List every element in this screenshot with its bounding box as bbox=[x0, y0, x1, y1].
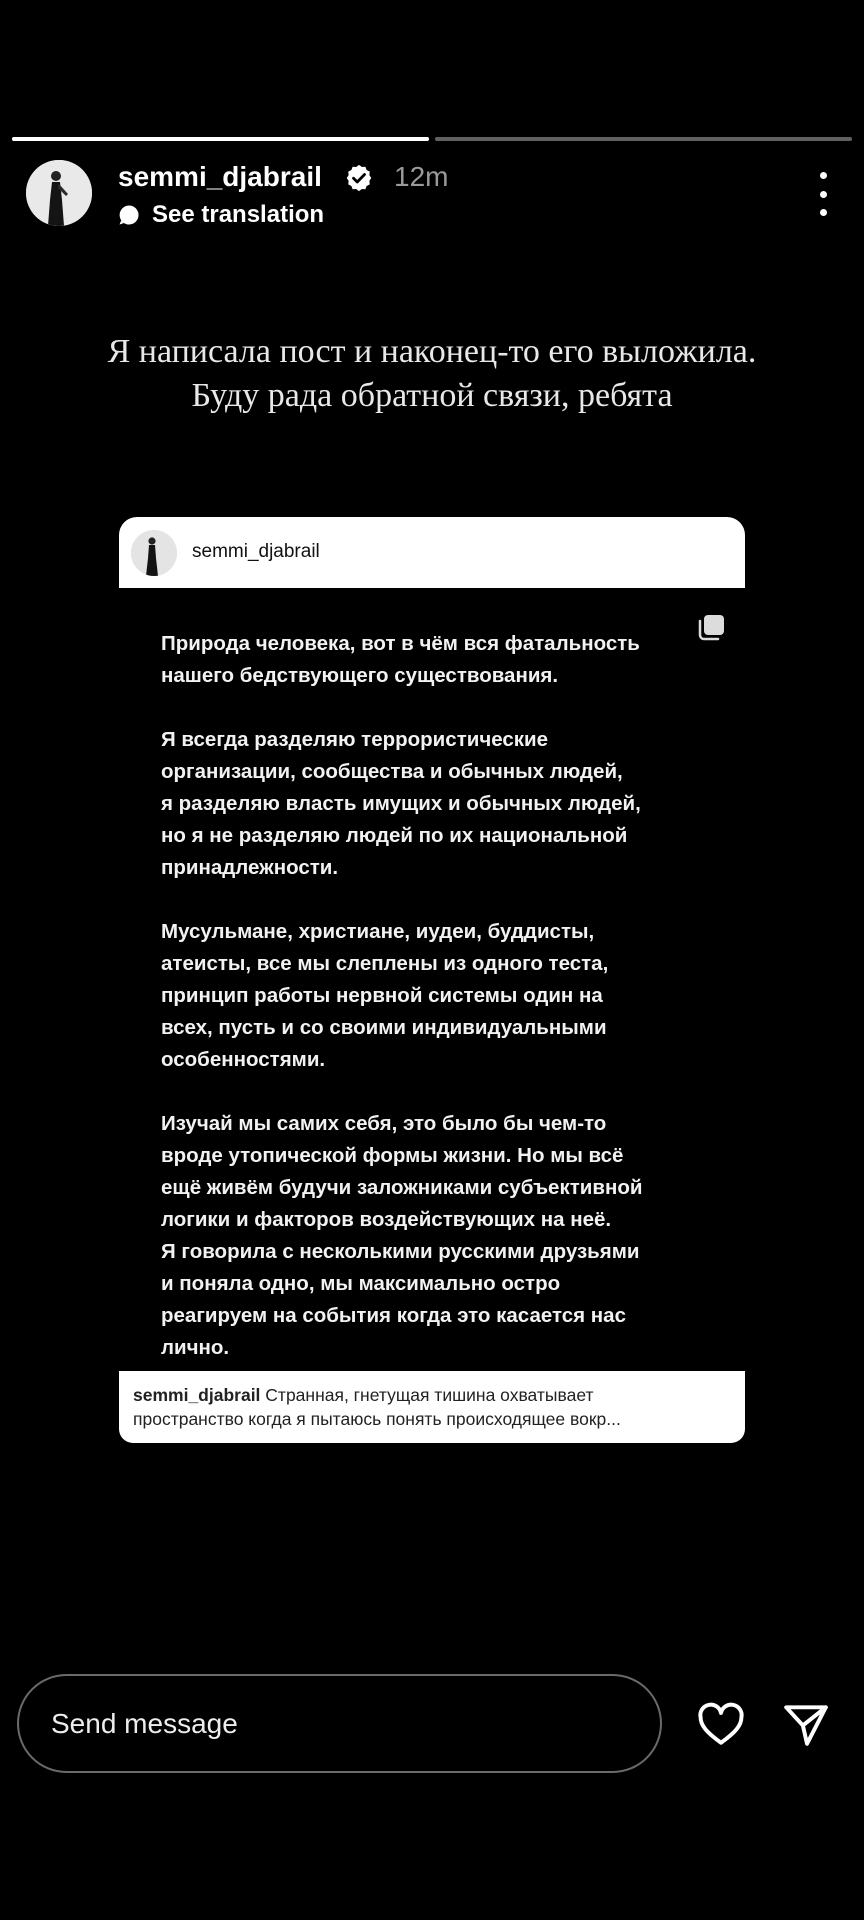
heart-icon-shape bbox=[696, 1700, 746, 1750]
send-message-input[interactable] bbox=[17, 1674, 662, 1773]
story-caption bbox=[20, 330, 844, 418]
shared-post-avatar bbox=[131, 530, 177, 576]
see-translation-button[interactable] bbox=[118, 200, 324, 230]
shared-post-header bbox=[119, 517, 745, 588]
post-paragraph: Я всегда разделяю террористические организации, сообщества и обычных людей, я разделяю власть имущих и обычных людей, но я не разделяю людей по их национальной принадлежности. bbox=[161, 728, 641, 879]
shared-post-caption bbox=[119, 1371, 745, 1443]
post-paragraph: Природа человека, вот в чём вся фатальность нашего бедствующего существования. bbox=[161, 632, 640, 687]
story-username[interactable]: semmi_djabrail bbox=[118, 161, 322, 192]
post-text bbox=[161, 628, 721, 1396]
send-icon[interactable] bbox=[781, 1700, 831, 1750]
progress-segment bbox=[12, 137, 429, 141]
translate-bubble-icon bbox=[118, 204, 140, 226]
progress-segment bbox=[435, 137, 852, 141]
shared-post-content bbox=[119, 588, 745, 1388]
shared-post-username: semmi_djabrail bbox=[192, 541, 320, 562]
see-translation-label: See translation bbox=[152, 201, 325, 228]
post-time: 12m bbox=[394, 161, 449, 192]
heart-icon[interactable] bbox=[696, 1700, 746, 1750]
avatar-photo bbox=[26, 160, 92, 226]
shared-post-card[interactable] bbox=[119, 517, 745, 1443]
more-options-icon[interactable] bbox=[808, 172, 838, 216]
caption-text-line: Странная, гнетущая тишина охватывает bbox=[265, 1385, 594, 1405]
caption-line: Я написала пост и наконец-то его выложила. bbox=[107, 333, 757, 370]
verified-badge-icon bbox=[344, 163, 374, 193]
caption-text-line: пространство когда я пытаюсь понять происходящее вокр... bbox=[133, 1409, 621, 1429]
paper-plane-icon bbox=[781, 1700, 831, 1750]
avatar[interactable] bbox=[26, 160, 92, 226]
post-paragraph: Изучай мы самих себя, это было бы чем-то вроде утопической формы жизни. Но мы всё ещё живём будучи заложниками субъективной логики и факторов воздействующих на неё. Я говорила с несколькими русскими друзьями и поняла одно, мы максимально остро реагируем на события когда это касается нас лично. bbox=[161, 1112, 643, 1359]
caption-username: semmi_djabrail bbox=[133, 1385, 261, 1405]
post-paragraph: Мусульмане, христиане, иудеи, буддисты, атеисты, все мы слеплены из одного теста, принцип работы нервной системы один на всех, пусть и со своими индивидуальными особенностями. bbox=[161, 920, 609, 1071]
caption-line: Буду рада обратной связи, ребята bbox=[191, 377, 673, 414]
story-header bbox=[26, 160, 838, 230]
progress-fill bbox=[12, 137, 429, 141]
story-progress bbox=[12, 137, 852, 141]
avatar-photo bbox=[131, 530, 177, 576]
